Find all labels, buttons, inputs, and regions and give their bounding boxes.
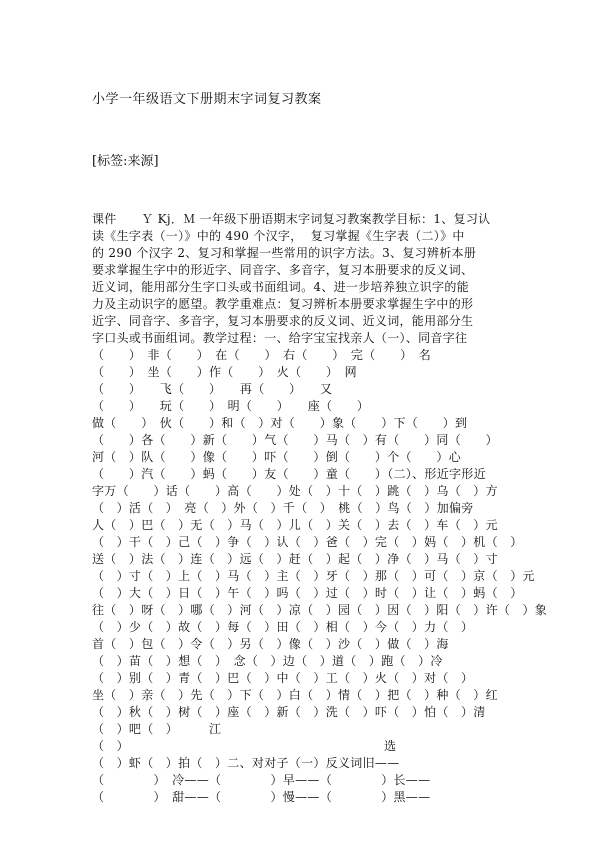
body-line: （ ） 甜——（ ）慢——（ ）黑—— [92, 790, 431, 804]
body-line: （ ）吧（ ） 江 [92, 722, 222, 736]
body-line: 首（ ）包（ ）令（ ）另（ ）像（ ）沙（ ）做（ ）海 [92, 637, 449, 651]
body-line: 送（ ）法（ ）连（ ）远（ ）赶（ ）起（ ）净（ ）马（ ）寸 [92, 552, 498, 566]
body-line: 课件 Ｙ Kj．Ｍ 一年级下册语期末字词复习教案教学目标：1、复习认 [92, 212, 491, 226]
document-body [92, 211, 548, 806]
body-line: （ ） 坐（ ）作（ ） 火（ ） 网 [92, 365, 357, 379]
body-line: （ ）汽（ ）蚂（ ）友（ ）童（ ）（二）、形近字形近 [92, 467, 486, 481]
body-line: （ ）干（ ）己（ ）争（ ）认（ ）爸（ ）完（ ）妈（ ）机（ ） [92, 535, 523, 549]
body-line: （ ） 飞（ ） 再（ ） 又 [92, 382, 333, 396]
body-line: （ ）虾（ ）拍（ ）二、对对子（一）反义词旧—— [92, 756, 400, 770]
body-line: （ ）大（ ）日（ ）午（ ）吗（ ）过（ ）时（ ）让（ ）蚂（ ） [92, 586, 523, 600]
body-line: 人（ ）巴（ ）无（ ）马（ ）儿（ ）关（ ）去（ ）车（ ）元 [92, 518, 498, 532]
body-line: （ ）少（ ）故（ ）每（ ）田（ ）相（ ）今（ ）力（ ） [92, 620, 474, 634]
body-line: 力及主动识字的愿望。教学重难点：复习辨析本册要求掌握生字中的形 [92, 297, 474, 311]
body-line: 做（ ） 伙（ ）和（ ）对（ ）象（ ）下（ ）到 [92, 416, 468, 430]
body-line: 字万（ ）话（ ）高（ ）处（ ）十（ ）跳（ ）乌（ ）方 [92, 484, 498, 498]
body-line: 读《生字表（一）》中的 490 个汉字， 复习掌握《生字表（二）》中 [92, 229, 465, 243]
body-line: （ ） 玩（ ） 明（ ） 座（ ） [92, 399, 370, 413]
body-line: （ ）苗（ ）想（ ） 念（ ）边（ ）道（ ）跑（ ）冷 [92, 654, 443, 668]
body-line: （ ）秋（ ）树（ ）座（ ）新（ ）洗（ ）吓（ ）怕（ ）清 [92, 705, 486, 719]
body-line: 河（ ）队（ ）像（ ）吓（ ）倒（ ）个（ ）心 [92, 450, 462, 464]
body-line: 近字、同音字、多音字，复习本册要求的反义词、近义词，能用部分生 [92, 314, 474, 328]
body-line: （ ） 非（ ） 在（ ） 右（ ） 完（ ） 名 [92, 348, 432, 362]
body-line: 字口头或书面组词。教学过程：一、给字宝宝找亲人（一）、同音字往 [92, 331, 468, 345]
body-line: （ ） 冷——（ ）早——（ ）长—— [92, 773, 431, 787]
body-line: （ ）各（ ）新（ ）气（ ）马（ ）有（ ）同（ ） [92, 433, 498, 447]
body-line: （ ） 选 [92, 739, 397, 753]
tag-label: [标签:来源] [92, 154, 159, 169]
body-line: （ ）别（ ）青（ ）巴（ ）中（ ）工（ ）火（ ）对（ ） [92, 671, 474, 685]
body-line: 的 290 个汉字 2、复习和掌握一些常用的识字方法。3、复习辨析本册 [92, 246, 477, 260]
document-title: 小学一年级语文下册期末字词复习教案 [92, 92, 322, 107]
body-line: 要求掌握生字中的形近字、同音字、多音字，复习本册要求的反义词、 [92, 263, 474, 277]
body-line: 往（ ）呀（ ）哪（ ）河（ ）凉（ ）园（ ）因（ ）阳（ ）许（ ）象 [92, 603, 548, 617]
body-line: 坐（ ）亲（ ）先（ ）下（ ）白（ ）情（ ）把（ ）种（ ）红 [92, 688, 498, 702]
body-line: （ ）活（ ） 亮（ ）外（ ）千（ ） 桃（ ）鸟（ ）加偏旁 [92, 501, 474, 515]
body-line: 近义词，能用部分生字口头或书面组词。4、进一步培养独立识字的能 [92, 280, 469, 294]
body-line: （ ）寸（ ）上（ ）马（ ）主（ ）牙（ ）那（ ）可（ ）京（ ）元 [92, 569, 535, 583]
